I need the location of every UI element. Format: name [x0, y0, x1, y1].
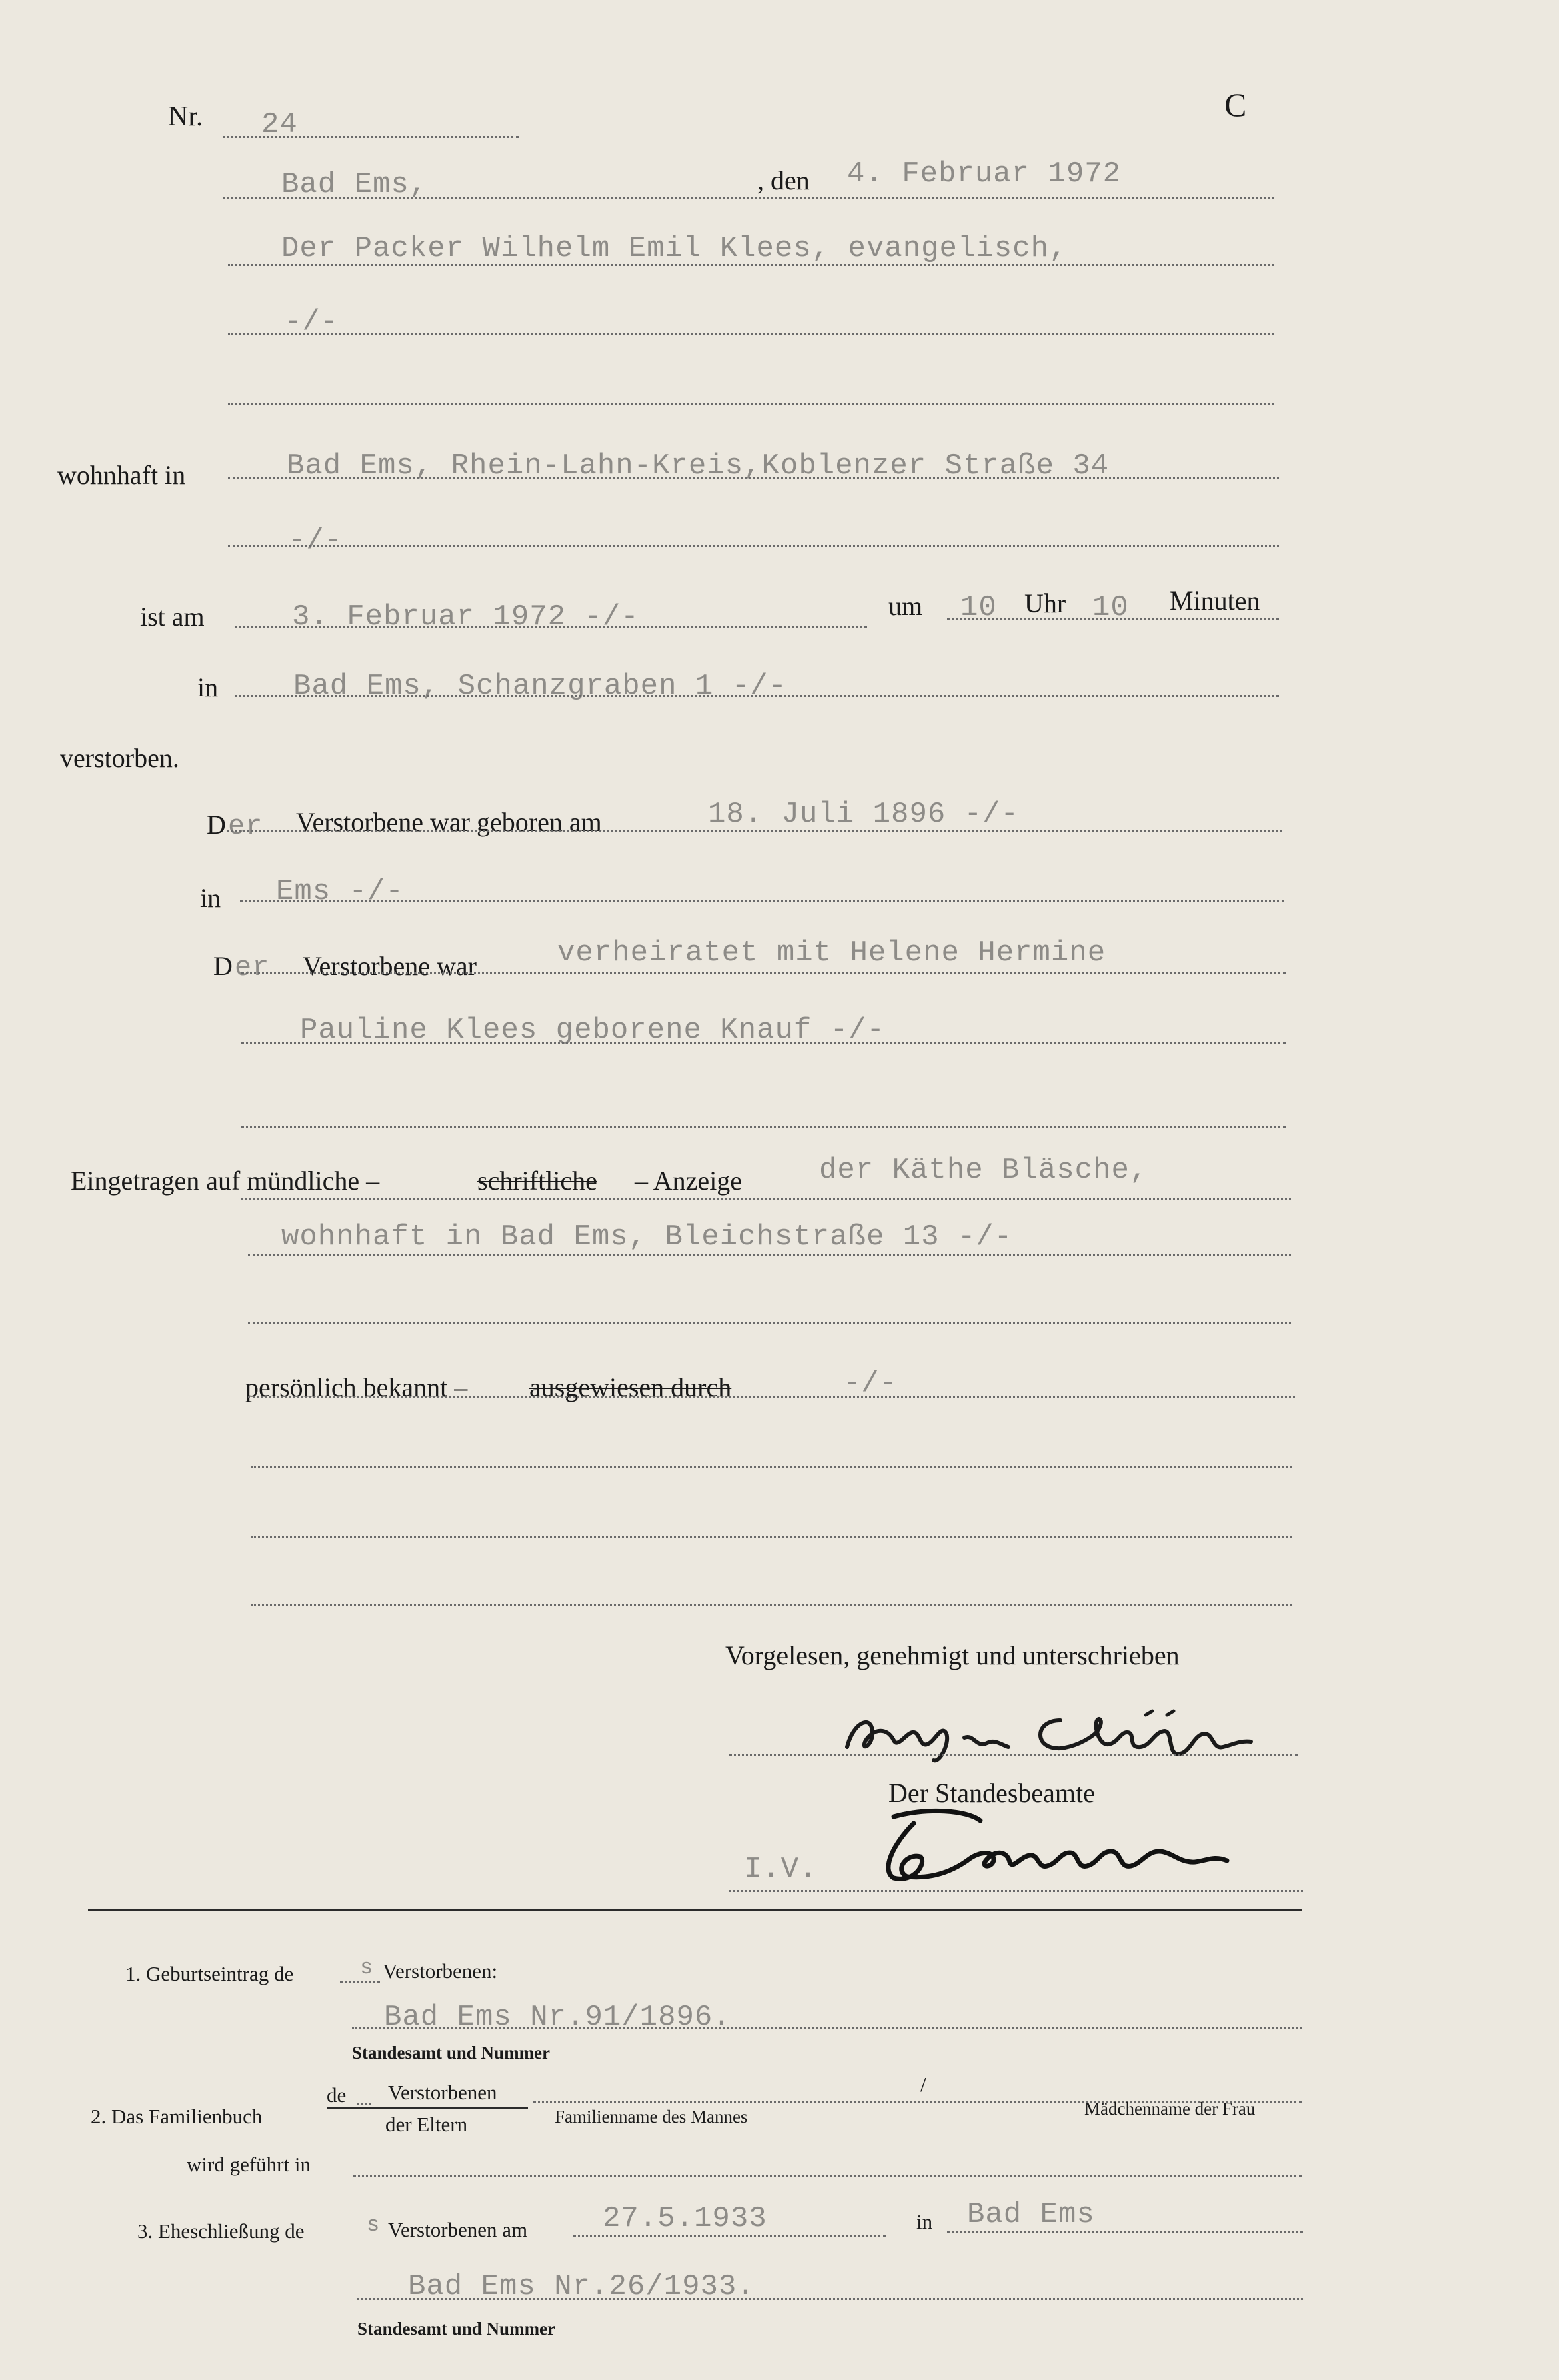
person-line-3 — [228, 403, 1274, 405]
in-label: in — [197, 672, 219, 702]
eltern-label: der Eltern — [385, 2113, 468, 2136]
section-divider — [88, 1909, 1302, 1911]
marriage-date-value: 27.5.1933 — [603, 2202, 767, 2235]
hour-value: 10 — [960, 591, 997, 624]
informant-line-3 — [248, 1322, 1291, 1324]
schriftliche-label: schriftliche — [477, 1166, 597, 1196]
informant-line-2 — [248, 1254, 1291, 1256]
marital-line-2 — [241, 1042, 1286, 1044]
name-slash: / — [920, 2073, 926, 2096]
death-place-line — [235, 695, 1279, 697]
iv-label: I.V. — [744, 1853, 818, 1886]
person-value-2: -/- — [284, 305, 339, 339]
marital-line-1 — [241, 972, 1286, 974]
familienbuch-label: 2. Das Familienbuch — [91, 2105, 263, 2128]
uhr-label: Uhr — [1024, 588, 1066, 618]
address-line-2 — [228, 545, 1279, 547]
maedchenname-frau: Mädchenname der Frau — [1084, 2099, 1256, 2119]
birth-place-value: Ems -/- — [276, 875, 404, 908]
ehe-in-label: in — [916, 2210, 933, 2233]
register-letter: C — [1224, 86, 1247, 123]
informant-line-1 — [241, 1198, 1291, 1200]
nr-line — [223, 136, 519, 138]
eingetragen-label: Eingetragen auf mündliche – — [71, 1166, 380, 1196]
verstorben-label: verstorben. — [60, 743, 179, 773]
marriage-place-line — [947, 2231, 1303, 2233]
birth-in-label: in — [200, 883, 221, 913]
ehe-label2: Verstorbenen am — [388, 2218, 528, 2241]
marriage-entry-line — [357, 2298, 1303, 2300]
ist-am-label: ist am — [140, 602, 205, 632]
familienname-mann: Familienname des Mannes — [555, 2107, 748, 2127]
geburt-label2: Verstorbenen: — [383, 1959, 498, 1983]
informant-address-value: wohnhaft in Bad Ems, Bleichstraße 13 -/- — [281, 1220, 1013, 1254]
person-line-1 — [228, 264, 1274, 266]
date-value: 4. Februar 1972 — [847, 157, 1122, 191]
vorgelesen-label: Vorgelesen, genehmigt und unterschrieben — [725, 1640, 1180, 1670]
address-value: Bad Ems, Rhein-Lahn-Kreis,Koblenzer Straße 34 — [287, 449, 1110, 483]
place-value: Bad Ems, — [281, 168, 428, 201]
identification-line-4 — [251, 1604, 1292, 1606]
informant-value: der Käthe Bläsche, — [819, 1154, 1148, 1187]
identification-line-3 — [251, 1536, 1292, 1538]
wohnhaft-label: wohnhaft in — [57, 460, 186, 490]
geburt-s: s — [360, 1955, 374, 1980]
married-er: er — [235, 952, 270, 984]
birth-place-line — [240, 900, 1284, 902]
married-prefix: D — [213, 951, 233, 981]
verstorbenen-label: Verstorbenen — [388, 2081, 497, 2104]
born-prefix: D — [207, 810, 226, 840]
ehe-label: 3. Eheschließung de — [137, 2219, 305, 2243]
geburt-entry-value: Bad Ems Nr.91/1896. — [384, 2001, 731, 2034]
ausgewiesen-label: ausgewiesen durch — [529, 1372, 732, 1402]
nr-label: Nr. — [168, 101, 203, 132]
person-line-2 — [228, 333, 1274, 335]
ehe-s: s — [367, 2213, 381, 2237]
geburt-label: 1. Geburtseintrag de — [125, 1962, 294, 1985]
standesbeamte-label: Der Standesbeamte — [888, 1778, 1095, 1808]
marital-line-3 — [241, 1126, 1286, 1128]
informant-signature — [834, 1694, 1287, 1767]
time-line — [947, 618, 1279, 620]
birth-date-line — [227, 830, 1282, 832]
identification-value: -/- — [843, 1367, 898, 1400]
spouse-value: Pauline Klees geborene Knauf -/- — [300, 1014, 885, 1047]
married-label: Verstorbene war — [303, 951, 477, 981]
address-line-1 — [228, 477, 1279, 479]
identification-line-2 — [251, 1466, 1292, 1468]
de-line — [357, 2103, 371, 2105]
death-date-line — [235, 626, 867, 628]
informant-signature-line — [729, 1754, 1298, 1756]
marriage-place-value: Bad Ems — [967, 2198, 1095, 2231]
de-label: de — [327, 2083, 347, 2107]
official-signature — [867, 1803, 1267, 1890]
address-value-2: -/- — [288, 524, 343, 557]
official-signature-line — [729, 1890, 1303, 1892]
geburt-de-line — [340, 1981, 380, 1983]
minuten-label: Minuten — [1170, 585, 1260, 616]
nr-value: 24 — [261, 108, 298, 141]
minutes-value: 10 — [1092, 591, 1129, 624]
familienbuch-line-2 — [353, 2175, 1302, 2177]
identification-line-1 — [248, 1396, 1295, 1398]
marriage-date-line — [573, 2235, 886, 2237]
geburt-entry-line — [352, 2027, 1302, 2029]
den-label: , den — [757, 165, 810, 195]
born-er: er — [228, 810, 263, 842]
standesamt-nummer-1: Standesamt und Nummer — [352, 2043, 551, 2063]
um-label: um — [888, 591, 923, 621]
birth-date-value: 18. Juli 1896 -/- — [708, 798, 1019, 831]
born-label: Verstorbene war geboren am — [296, 807, 602, 837]
standesamt-nummer-2: Standesamt und Nummer — [357, 2319, 556, 2339]
person-value: Der Packer Wilhelm Emil Klees, evangelisch, — [281, 232, 1068, 265]
fraction-line — [327, 2107, 528, 2109]
date-line — [223, 197, 1274, 199]
marital-status-value: verheiratet mit Helene Hermine — [557, 936, 1106, 970]
gefuehrt-label: wird geführt in — [187, 2153, 311, 2176]
bekannt-label: persönlich bekannt – — [245, 1372, 468, 1402]
death-place-value: Bad Ems, Schanzgraben 1 -/- — [293, 670, 787, 703]
anzeige-label: – Anzeige — [635, 1166, 743, 1196]
marriage-entry-value: Bad Ems Nr.26/1933. — [408, 2270, 755, 2303]
death-date-value: 3. Februar 1972 -/- — [292, 600, 639, 634]
